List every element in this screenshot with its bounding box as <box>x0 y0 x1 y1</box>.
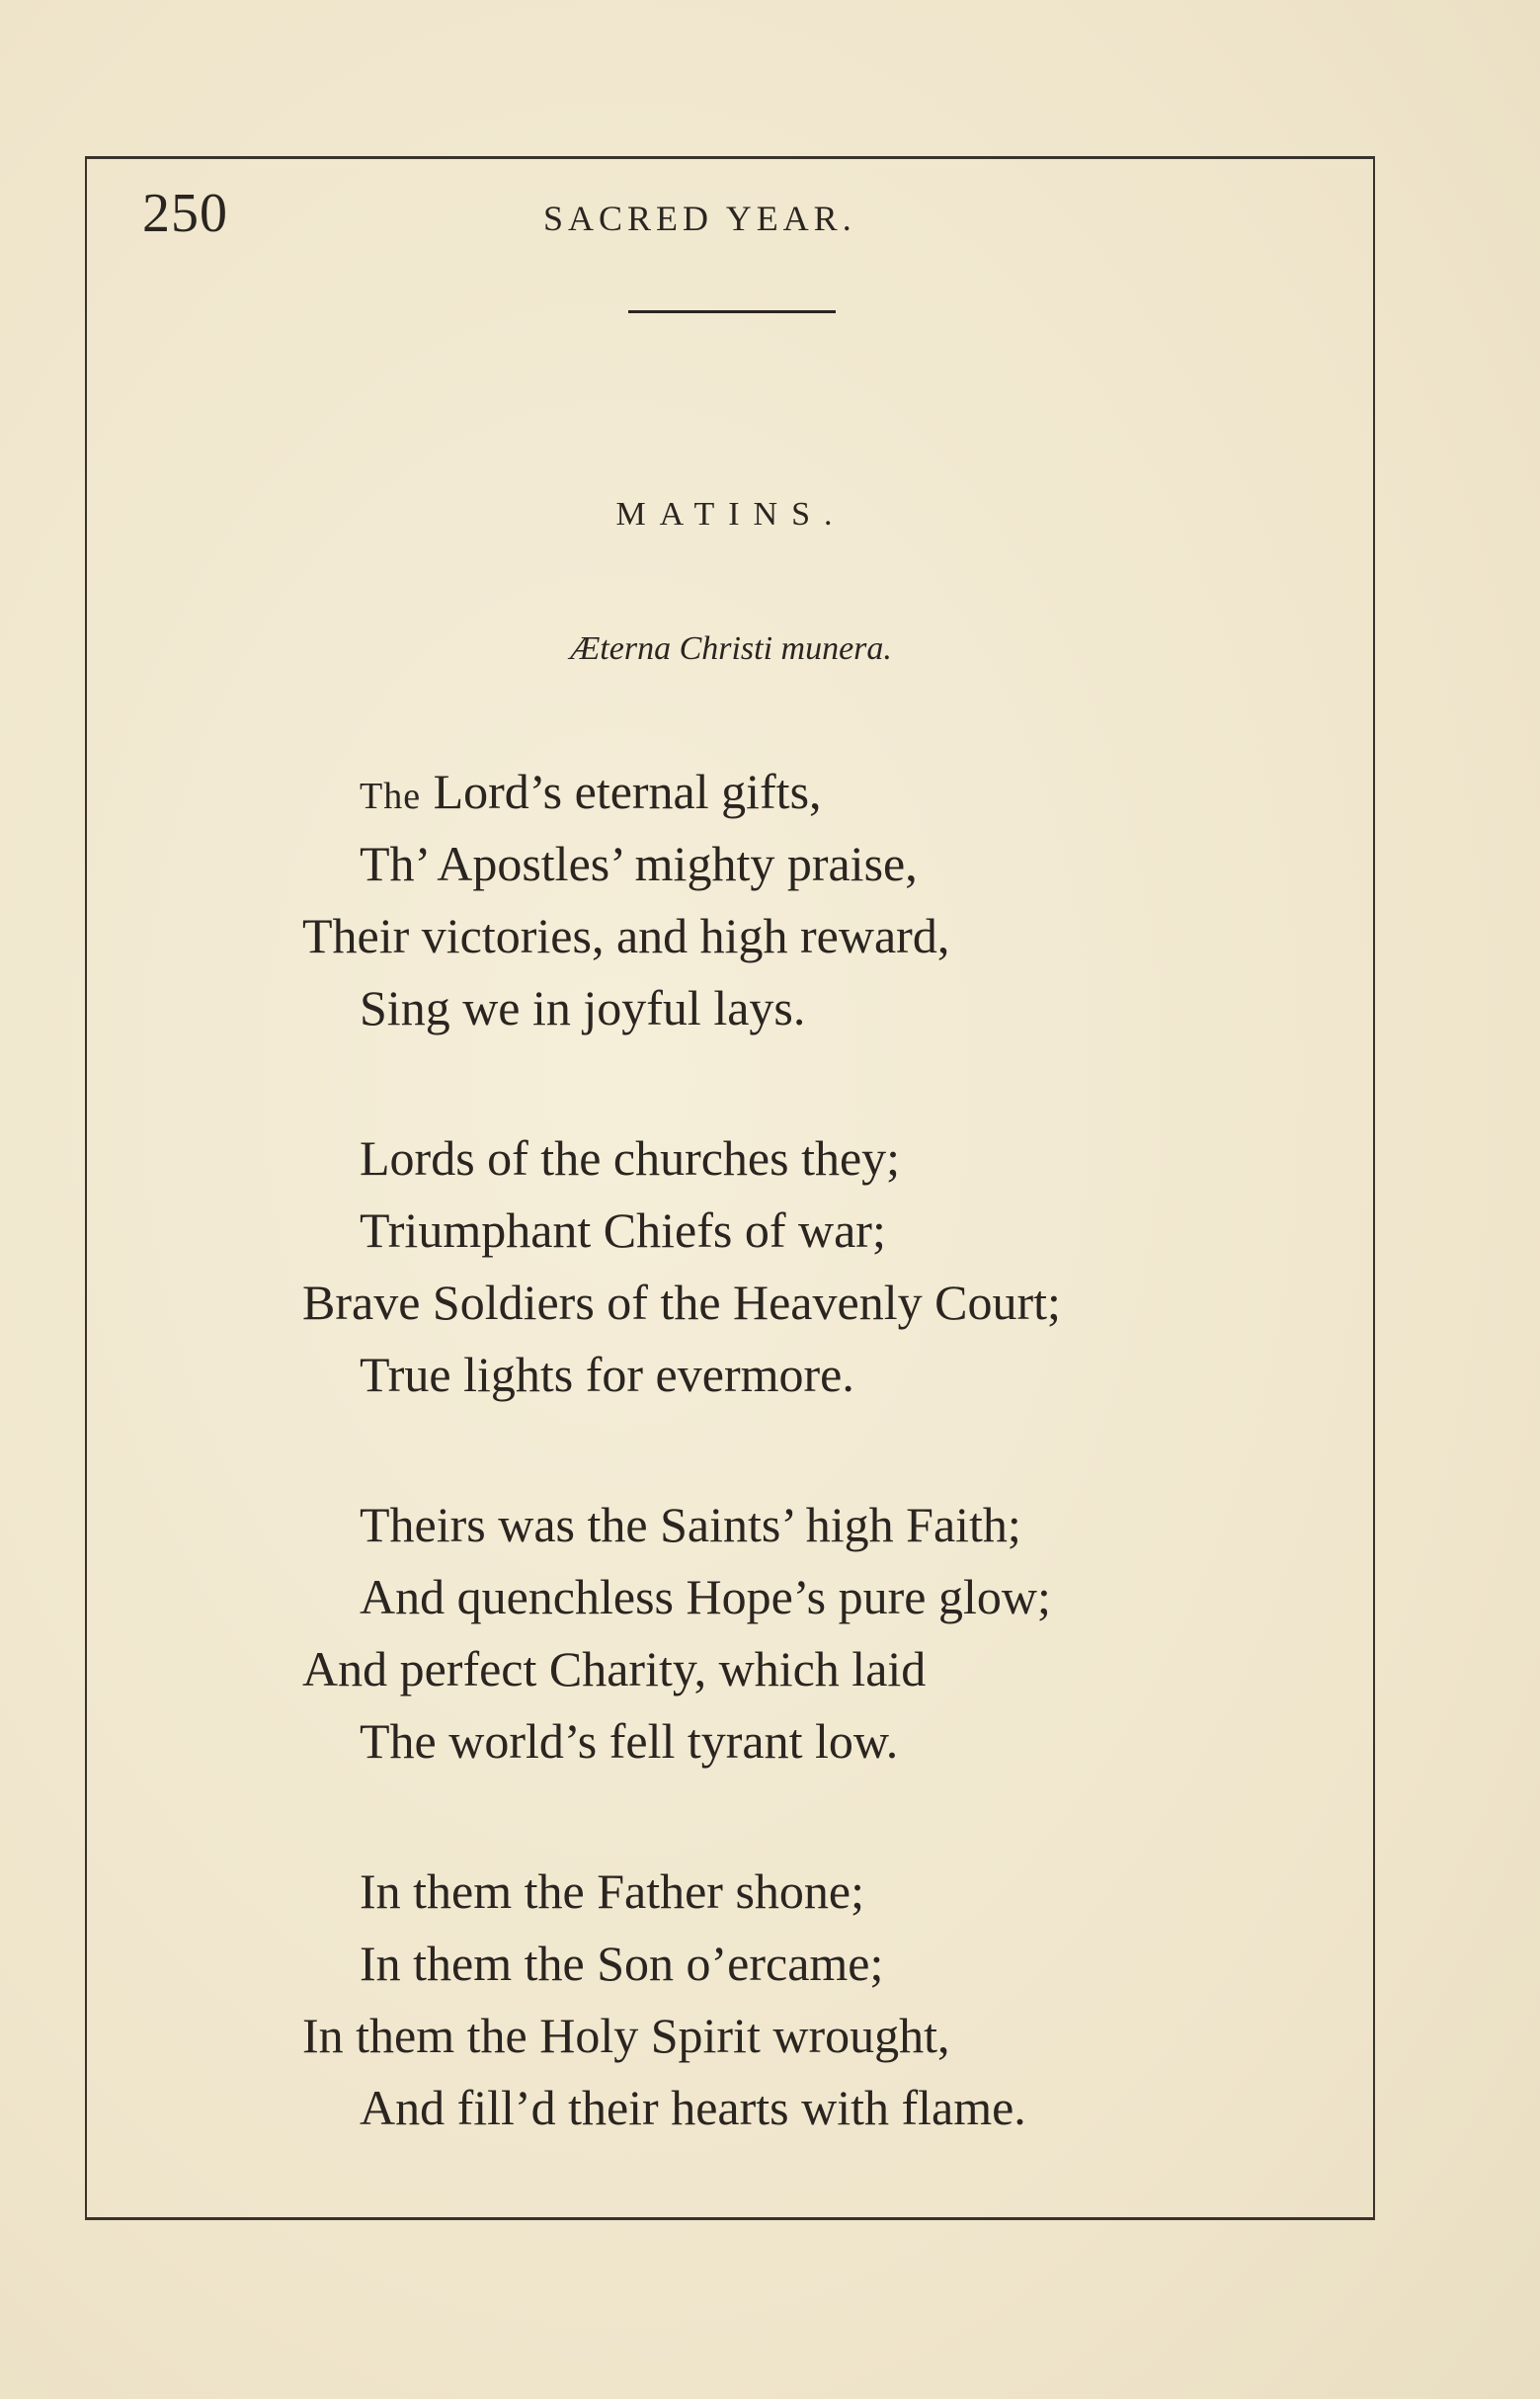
verse-line: And fill’d their hearts with flame. <box>360 2080 1026 2135</box>
verse-line: Th’ Apostles’ mighty praise, <box>360 836 918 891</box>
verse-line: In them the Father shone; <box>360 1863 864 1919</box>
verse-line: And perfect Charity, which laid <box>302 1641 927 1696</box>
frame-right-border <box>1373 156 1375 2219</box>
verse-line: Their victories, and high reward, <box>302 908 950 963</box>
verse-line: The world’s fell tyrant low. <box>360 1713 899 1769</box>
running-title: SACRED YEAR. <box>543 199 856 238</box>
verse-line: Theirs was the Saints’ high Faith; <box>360 1497 1021 1552</box>
verse-line: Brave Soldiers of the Heavenly Court; <box>302 1275 1061 1330</box>
verse-line: And quenchless Hope’s pure glow; <box>360 1569 1051 1624</box>
frame-left-border <box>85 156 87 2219</box>
page-number: 250 <box>142 183 228 244</box>
verse-line: In them the Son o’ercame; <box>360 1936 884 1991</box>
verse-line-lead: The <box>360 776 422 817</box>
verse-line: Triumphant Chiefs of war; <box>360 1202 886 1258</box>
verse-line: True lights for evermore. <box>360 1347 854 1402</box>
verse-line: Lords of the churches they; <box>360 1130 901 1186</box>
verse-line: Sing we in joyful lays. <box>360 980 806 1035</box>
verse-line-rest: Lord’s eternal gifts, <box>421 764 822 819</box>
frame-bottom-border <box>85 2217 1375 2220</box>
frame-top-border <box>85 156 1375 159</box>
hymn-subtitle: Æterna Christi munera. <box>570 630 892 667</box>
title-rule <box>628 310 836 313</box>
verse-line <box>360 763 822 820</box>
hymn-title: MATINS. <box>615 496 847 533</box>
verse-line: In them the Holy Spirit wrought, <box>302 2008 950 2063</box>
